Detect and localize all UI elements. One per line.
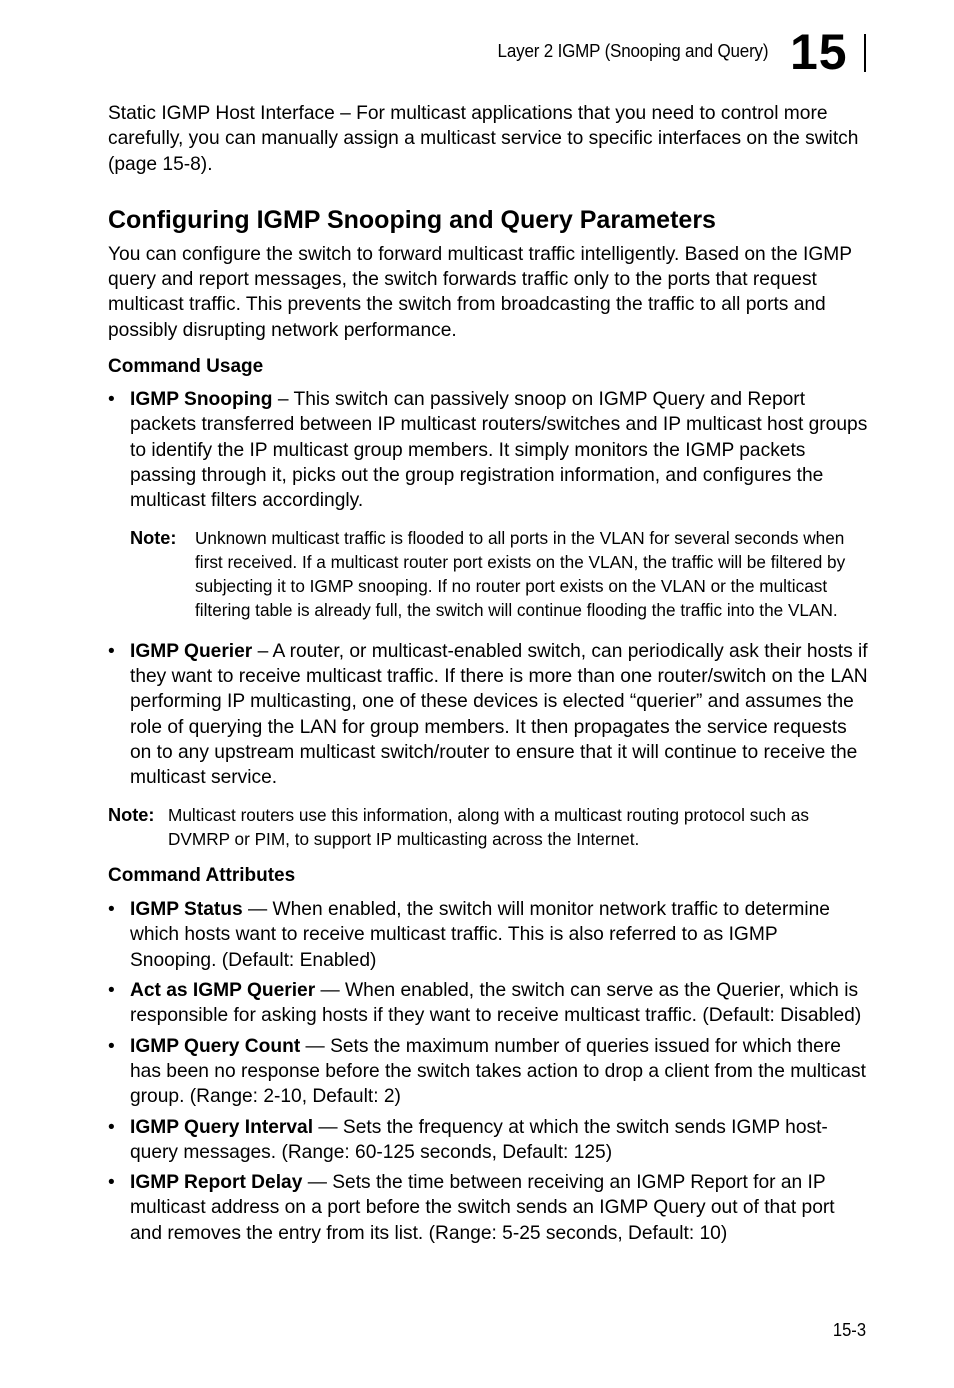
list-item: [108, 639, 868, 791]
item-text: — Sets the maximum number of queries issued for which there has been no response before the switch takes action to drop a client from the multicast group. (Range: 2-10, Default: 2): [130, 1035, 866, 1108]
item-term: IGMP Report Delay: [130, 1172, 303, 1194]
chapter-rule: [864, 34, 866, 72]
bullet-icon: •: [108, 1116, 115, 1138]
note-box: [108, 803, 868, 852]
note-label: Note:: [108, 804, 155, 825]
intro-paragraph: Static IGMP Host Interface – For multicast applications that you need to control more carefully, you can manually assign a multicast service to specific interfaces on the switch (page 15-8).: [108, 103, 859, 175]
command-attributes-list: [108, 897, 868, 1246]
command-usage-list-continued: [108, 639, 868, 791]
bullet-icon: •: [108, 389, 115, 411]
section-body: You can configure the switch to forward multicast traffic intelligently. Based on the IGMP query and report messages, the switch forwards traffic only to the ports that request multicast traffic. This prevents the switch from broadcasting the traffic to all ports and possibly disrupting network performance.: [108, 243, 852, 341]
item-term: IGMP Status: [130, 899, 243, 921]
list-item: [108, 1170, 868, 1246]
section-heading: Configuring IGMP Snooping and Query Parameters: [108, 205, 716, 234]
note-text: Multicast routers use this information, along with a multicast routing protocol such as DVMRP or PIM, to support IP multicasting across the Internet.: [168, 804, 810, 849]
item-term: IGMP Snooping: [130, 389, 273, 411]
note-text: Unknown multicast traffic is flooded to all ports in the VLAN for several seconds when first received. If a multicast router port exists on the VLAN, the traffic will be filtered by subjecting it to IGMP snooping. If no router port exists on the VLAN or the multicast filtering table is already full, the switch will continue flooding the traffic into the VLAN.: [195, 527, 846, 621]
item-text: – A router, or multicast-enabled switch, can periodically ask their hosts if they want to receive multicast traffic. If there is more than one router/switch on the LAN performing IP multicasting, one of these devices is elected “querier” and assumes the role of querying the LAN for group members. It then propagates the service requests on to any upstream multicast switch/router to ensure that it will continue to receive the multicast service.: [130, 640, 868, 789]
bullet-icon: •: [108, 980, 115, 1002]
page-number: 15-3: [832, 1320, 866, 1340]
bullet-icon: •: [108, 640, 115, 662]
item-text: — Sets the frequency at which the switch sends IGMP host-query messages. (Range: 60-125 seconds, Default: 125): [130, 1116, 828, 1163]
page-header: [0, 24, 954, 80]
command-usage-heading: Command Usage: [108, 356, 264, 378]
list-item: [108, 1115, 868, 1166]
page-content: [108, 101, 868, 1246]
item-term: IGMP Query Interval: [130, 1116, 314, 1138]
bullet-icon: •: [108, 899, 115, 921]
item-term: IGMP Querier: [130, 640, 253, 662]
command-attributes-heading: Command Attributes: [108, 865, 296, 887]
list-item: [108, 1034, 868, 1110]
note-label: Note:: [130, 527, 177, 548]
chapter-number: 15: [790, 24, 848, 80]
item-text: – This switch can passively snoop on IGMP Query and Report packets transferred between IP multicast routers/switches and IP multicast host groups to identify the IP multicast group members. It simply monitors the IGMP packets passing through it, picks out the group registration information, and configures the multicast filters accordingly.: [130, 389, 868, 512]
item-term: IGMP Query Count: [130, 1035, 301, 1057]
command-usage-list: [108, 387, 868, 513]
bullet-icon: •: [108, 1172, 115, 1194]
item-text: — When enabled, the switch can serve as the Querier, which is responsible for asking hosts if they want to receive multicast traffic. (Default: Disabled): [130, 980, 862, 1027]
item-term: Act as IGMP Querier: [130, 980, 316, 1002]
item-text: — Sets the time between receiving an IGMP Report for an IP multicast address on a port before the switch sends an IGMP Query out of that port and removes the entry from its list. (Range: 5-25 seconds, Default: 10): [130, 1172, 835, 1244]
list-item: [108, 897, 868, 973]
running-header-title: Layer 2 IGMP (Snooping and Query): [497, 40, 768, 61]
bullet-icon: •: [108, 1035, 115, 1057]
list-item: [108, 387, 868, 513]
list-item: [108, 978, 868, 1029]
note-box: [130, 526, 868, 623]
item-text: — When enabled, the switch will monitor network traffic to determine which hosts want to receive multicast traffic. This is also referred to as IGMP Snooping. (Default: Enabled): [130, 899, 830, 971]
